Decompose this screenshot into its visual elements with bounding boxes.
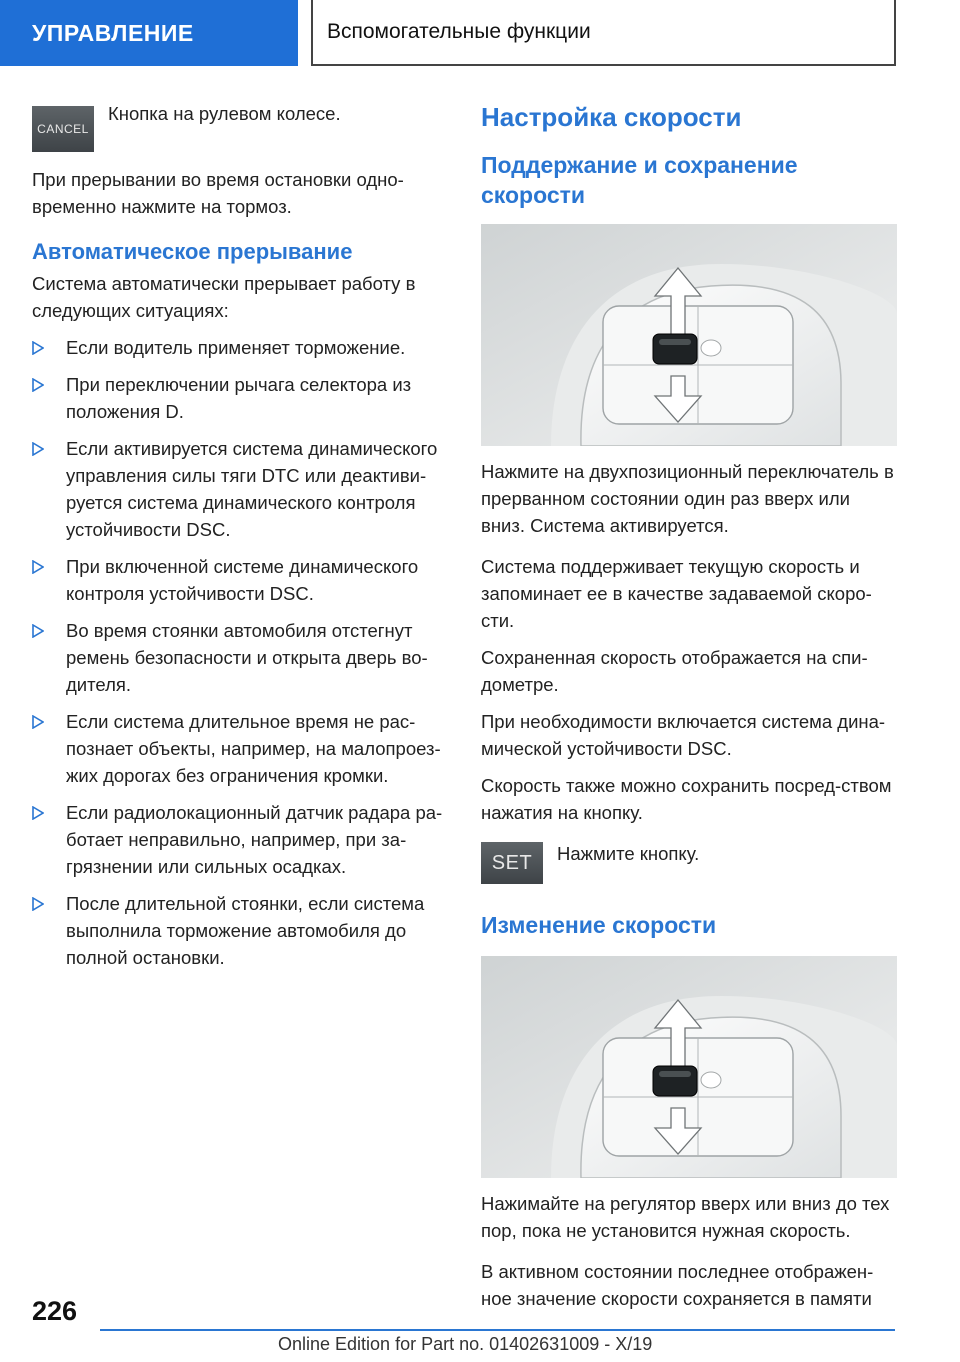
list-item-text: При включенной системе динамического контроля устойчивости DSC. bbox=[66, 556, 419, 604]
list-item-text: При переключении рычага селектора из положения D. bbox=[66, 374, 412, 422]
triangle-bullet-icon bbox=[32, 560, 44, 574]
steering-wheel-switch-illustration bbox=[481, 224, 897, 446]
list-item bbox=[32, 553, 462, 607]
set-button-icon bbox=[481, 842, 543, 884]
change-speed-heading: Изменение скорости bbox=[481, 912, 717, 938]
list-item bbox=[32, 890, 462, 971]
list-item-text: После длительной стоянки, если система выполнила торможение автомобиля до полной остановки. bbox=[66, 893, 425, 968]
list-item bbox=[32, 435, 462, 543]
list-item-text: Во время стоянки автомобиля отстегнут ремень безопасности и открыта дверь во-дителя. bbox=[66, 620, 428, 695]
list-item bbox=[32, 371, 462, 425]
dsc-text: При необходимости включается система дина-мической устойчивости DSC. bbox=[481, 711, 886, 759]
section-tab[interactable]: УПРАВЛЕНИЕ bbox=[0, 0, 298, 66]
footer-divider bbox=[100, 1329, 895, 1331]
auto-interrupt-intro: Система автоматически прерывает работу в следующих ситуациях: bbox=[32, 273, 416, 321]
activate-text: Нажмите на двухпозиционный переключатель в прерванном состоянии один раз вверх или вниз. Система активируется. bbox=[481, 461, 894, 536]
page-number: 226 bbox=[32, 1296, 78, 1326]
set-description: Нажмите кнопку. bbox=[557, 843, 700, 864]
triangle-bullet-icon bbox=[32, 715, 44, 729]
speedometer-text: Сохраненная скорость отображается на спи-дометре. bbox=[481, 647, 868, 695]
footer-edition: Online Edition for Part no. 01402631009 - X/19 bbox=[278, 1334, 653, 1354]
list-item bbox=[32, 334, 462, 361]
triangle-bullet-icon bbox=[32, 442, 44, 456]
triangle-bullet-icon bbox=[32, 341, 44, 355]
page-header bbox=[0, 0, 960, 68]
speed-setting-heading: Настройка скорости bbox=[481, 102, 742, 132]
auto-interrupt-heading: Автоматическое прерывание bbox=[32, 239, 353, 264]
cancel-button-icon bbox=[32, 106, 94, 152]
right-column bbox=[481, 100, 897, 1312]
auto-interrupt-list bbox=[32, 334, 462, 971]
adjust-text: Нажимайте на регулятор вверх или вниз до тех пор, пока не установится нужная скорость. bbox=[481, 1193, 890, 1241]
cancel-row bbox=[32, 100, 462, 152]
cancel-description: Кнопка на рулевом колесе. bbox=[108, 103, 341, 124]
left-column bbox=[32, 100, 462, 981]
triangle-bullet-icon bbox=[32, 378, 44, 392]
save-button-text: Скорость также можно сохранить посред-ством нажатия на кнопку. bbox=[481, 775, 892, 823]
list-item bbox=[32, 617, 462, 698]
set-row bbox=[481, 840, 897, 884]
hold-speed-heading: Поддержание и сохранение скорости bbox=[481, 152, 798, 208]
list-item-text: Если радиолокационный датчик радара ра-ботает неправильно, например, при за-грязнении или сильных осадках. bbox=[66, 802, 443, 877]
memory-text: В активном состоянии последнее отображен-ное значение скорости сохраняется в памяти bbox=[481, 1261, 874, 1309]
list-item-text: Если активируется система динамического управления силы тяги DTC или деактиви-руется система динамического контроля устойчивости DSC. bbox=[66, 438, 438, 540]
list-item-text: Если система длительное время не рас-познает объекты, например, на малопроез-жих дорогах без ограничения кромки. bbox=[66, 711, 441, 786]
cancel-icon-label: CANCEL bbox=[37, 122, 89, 136]
list-item-text: Если водитель применяет торможение. bbox=[66, 337, 406, 358]
list-item bbox=[32, 708, 462, 789]
interrupt-text: При прерывании во время остановки одно-временно нажмите на тормоз. bbox=[32, 169, 404, 217]
chapter-tab[interactable]: Вспомогательные функции bbox=[311, 0, 896, 66]
triangle-bullet-icon bbox=[32, 806, 44, 820]
list-item bbox=[32, 799, 462, 880]
triangle-bullet-icon bbox=[32, 624, 44, 638]
set-icon-label: SET bbox=[491, 851, 533, 874]
triangle-bullet-icon bbox=[32, 897, 44, 911]
maintain-text: Система поддерживает текущую скорость и запоминает ее в качестве задаваемой скоро-сти. bbox=[481, 556, 872, 631]
steering-wheel-switch-illustration bbox=[481, 956, 897, 1178]
